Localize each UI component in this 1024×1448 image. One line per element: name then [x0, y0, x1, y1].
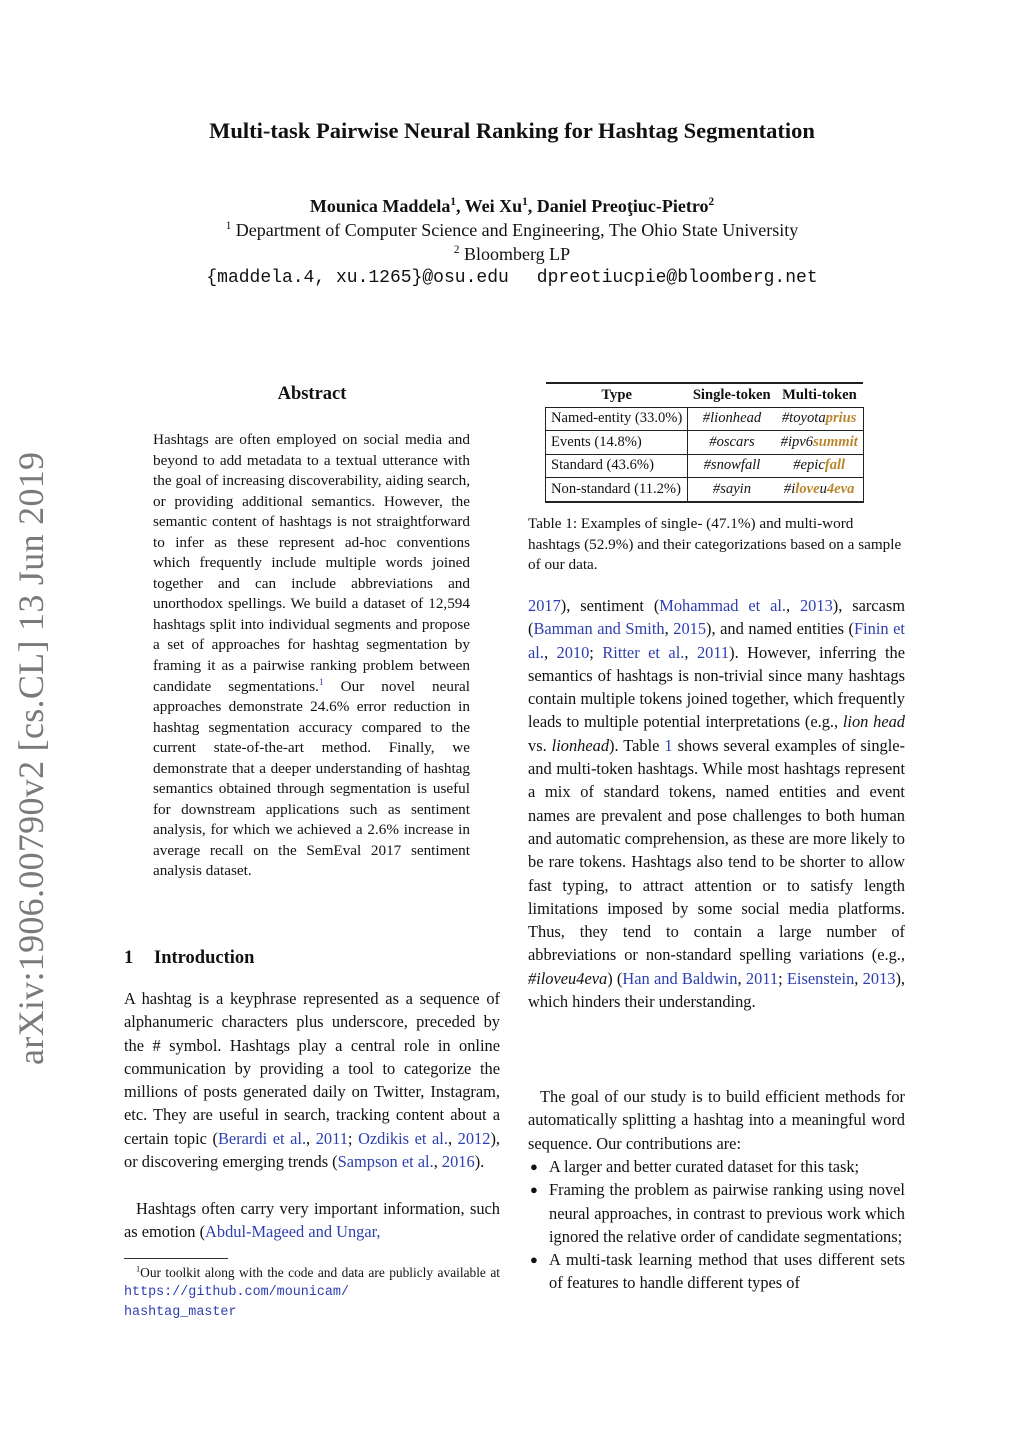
table-header: Type — [601, 386, 632, 403]
abstract-text-2: Our novel neural approaches demonstrate 24.6% error reduction in hashtag segmentation accuracy compared to the current state-of-the-art method. Finally, we demonstrate that a deeper understanding of hashtag semantics obtained through segmentation is useful for downstream applications such as sentiment analysis, for which we achieved a 2.6% increase in average recall on the SemEval 2017 sentiment analysis dataset. — [153, 677, 470, 880]
table-cell-multi — [776, 478, 864, 502]
affil-text: Department of Computer Science and Engineering, The Ohio State University — [235, 220, 799, 240]
text: ). Table — [609, 735, 665, 755]
citation-year-link[interactable]: 2011 — [745, 968, 779, 988]
citation-year-link[interactable]: 2013 — [862, 968, 896, 988]
table-caption: Table 1: Examples of single- (47.1%) and multi-word hashtags (52.9%) and their categorizations based on a sample of our data. — [528, 515, 902, 574]
token-highlight: love — [795, 480, 820, 497]
section-number: 1 — [124, 948, 134, 968]
table-cell-multi — [776, 454, 864, 478]
table-cell-single: #lionhead — [702, 410, 762, 427]
text: ), sentiment ( — [560, 596, 660, 615]
text: vs. — [528, 735, 552, 755]
citation-year-link[interactable]: 2012 — [457, 1128, 491, 1148]
author-name: Mounica Maddela — [309, 196, 451, 216]
list-item — [528, 1155, 905, 1178]
text: ), which hinders their understanding. — [528, 968, 906, 1012]
citation-year-link[interactable]: 2013 — [799, 596, 833, 615]
example-term: lionhead — [551, 735, 610, 755]
citation-year-link[interactable]: 2017 — [528, 596, 561, 615]
footnote — [124, 1264, 500, 1322]
citation-year-link[interactable]: 2011 — [696, 642, 730, 662]
abstract-body — [153, 430, 470, 882]
repo-url-link-continued[interactable]: hashtag_master — [124, 1305, 237, 1320]
citation-link[interactable]: Mohammad et al. — [659, 596, 786, 615]
intro-paragraph-4: The goal of our study is to build efficient methods for automatically splitting a hashtag into a meaningful word sequence. Our contributions are: — [528, 1087, 905, 1153]
table-cell-multi — [776, 431, 864, 455]
author-name: Wei Xu — [464, 196, 523, 216]
intro-paragraph-2 — [124, 1197, 500, 1244]
citation-year-link[interactable]: 2016 — [441, 1152, 475, 1172]
abstract-heading: Abstract — [277, 384, 347, 404]
token-plain: #epic — [793, 457, 825, 474]
hashtag-examples-table — [545, 382, 864, 503]
citation-link[interactable]: Abdul-Mageed and Ungar, — [205, 1222, 381, 1242]
author-list: Mounica Maddela$^1$, Wei Xu$^1$, Daniel Preoţiuc-Pietro$^2$ — [309, 196, 715, 216]
repo-url-link[interactable]: https://github.com/mounicam/ — [124, 1285, 349, 1300]
example-term: lion head — [842, 712, 905, 732]
email-osu: {maddela.4, xu.1265}@osu.edu — [206, 268, 509, 288]
table-ref-link[interactable]: 1 — [664, 735, 673, 755]
table-cell-type: Non-standard (11.2%) — [546, 478, 688, 502]
table-header: Multi-token — [782, 386, 857, 403]
text: ), sarcasm ( — [528, 596, 905, 639]
list-item-text: Framing the problem as pairwise ranking using novel neural approaches, in contrast to previous work which ignored the relative order of candidate segmentations; — [549, 1180, 905, 1246]
footnote-ref[interactable]: 1 — [318, 677, 324, 688]
arxiv-identifier: arXiv:1906.00790v2 [cs.CL] 13 Jun 2019 — [11, 451, 51, 1065]
affil-mark: 1 — [225, 220, 232, 232]
citation-link[interactable]: Han and Baldwin — [622, 968, 738, 988]
paper-title: Multi-task Pairwise Neural Ranking for Hashtag Segmentation — [209, 118, 815, 143]
token-highlight: fall — [824, 457, 846, 474]
citation-link[interactable]: Finin et al. — [528, 619, 905, 662]
author-affil-mark: 1 — [522, 196, 528, 208]
list-item — [528, 1248, 905, 1295]
token-highlight: prius — [825, 410, 857, 427]
text: ). — [474, 1152, 485, 1172]
token-plain: #i — [783, 480, 796, 497]
text: Hashtags often carry very important information, such as emotion ( — [124, 1199, 500, 1242]
bullet-icon: ● — [530, 1182, 538, 1198]
footnote-text: Our toolkit along with the code and data are publicly available at — [140, 1265, 500, 1280]
citation-link[interactable]: Ozdikis et al. — [358, 1128, 448, 1148]
section-title: Introduction — [154, 948, 255, 968]
bullet-icon: ● — [530, 1159, 538, 1174]
intro-paragraph-3: 2017), sentiment (Mohammad et al., 2013), sarcasm (Bamman and Smith, 2015), and named entities (Finin et al., 2010; Ritter et al., 2011). However, inferring the semantics of hashtags is non-trivial since many hashtags contain multiple tokens joined together, which frequently leads to multiple potential interpretations (e.g., lion head vs. lionhead). Table 1 shows several examples of single- and multi-token hashtags. While most hashtags represent a mix of standard tokens, named entities and event names are prevalent and pose challenges to both human and automatic comprehension, as these are more likely to be rare tokens. Hashtags also tend to be shorter to allow fast typing, to attract attention or to satisfy length limitations imposed by some social media platforms. Thus, they tend to contain a large number of abbreviations or non-standard spelling variations (e.g., #iloveu4eva) (Han and Baldwin, 2011; Eisenstein, 2013), which hinders their understanding. — [528, 596, 906, 1012]
affil-text: Bloomberg LP — [463, 244, 571, 264]
footnote-mark: 1 — [136, 1264, 141, 1274]
bullet-icon: ● — [530, 1252, 538, 1268]
table-row — [546, 407, 864, 431]
author-affil-mark: 1 — [450, 196, 456, 208]
token-plain: u — [819, 480, 827, 497]
token-highlight: summit — [813, 433, 858, 450]
email-line — [0, 268, 1024, 288]
token-highlight: 4eva — [826, 480, 855, 497]
section-heading-introduction — [124, 948, 254, 969]
citation-link[interactable]: Sampson et al. — [337, 1152, 434, 1172]
affiliation-1 — [0, 220, 1024, 241]
citation-link[interactable]: Ritter et al. — [602, 642, 685, 662]
citation-year-link[interactable]: 2015 — [673, 619, 707, 639]
author-affil-mark: 2 — [708, 196, 715, 208]
email-bloomberg: dpreotiucpie@bloomberg.net — [536, 268, 818, 288]
list-item-text: A larger and better curated dataset for this task; — [549, 1157, 860, 1176]
text: ). However, inferring the semantics of hashtags is non-trivial since many hashtags contain multiple tokens joined together, which frequently leads to multiple potential interpretations (e.g., — [528, 642, 906, 732]
text: ), and named entities ( — [706, 619, 854, 639]
table-row — [546, 454, 864, 478]
example-term: #iloveu4eva — [528, 968, 608, 988]
text: shows several examples of single- and multi-token hashtags. While most hashtags represent a mix of standard tokens, named entities and event names are prevalent and pose challenges to both human and automatic comprehension, as these are more likely to be rare tokens. Hashtags also tend to be shorter to allow fast typing, to attract attention or to satisfy length limitations imposed by some social media platforms. Thus, they tend to contain a large number of abbreviations or non-standard spelling variations (e.g., — [528, 735, 906, 965]
token-plain: #ipv6 — [780, 433, 814, 450]
text: A hashtag is a keyphrase represented as a sequence of alphanumeric characters plus underscore, preceded by the # symbol. Hashtags play a central role in online communication by providing a tool to categorize the millions of posts generated daily on Twitter, Instagram, etc. They are useful in search, tracking content about a certain topic ( — [124, 989, 500, 1148]
author-name: Daniel Preoţiuc-Pietro — [536, 196, 709, 216]
token-plain: #toyota — [781, 410, 826, 427]
citation-link[interactable]: Eisenstein — [786, 968, 855, 988]
contributions-list — [528, 1155, 905, 1295]
table-row — [546, 478, 864, 502]
list-item-text: A multi-task learning method that uses different sets of features to handle different types of — [549, 1250, 905, 1293]
table-cell-single: #sayin — [712, 480, 752, 497]
affiliation-2 — [0, 244, 1024, 265]
citation-link[interactable]: Berardi et al. — [217, 1128, 307, 1148]
table-cell-type: Named-entity (33.0%) — [546, 407, 688, 431]
citation-year-link[interactable]: 2011 — [315, 1128, 348, 1148]
table-cell-type: Standard (43.6%) — [546, 454, 688, 478]
text: ), or discovering emerging trends ( — [124, 1128, 500, 1172]
table-row — [546, 431, 864, 455]
list-item — [528, 1178, 905, 1248]
affil-mark: 2 — [453, 244, 460, 256]
table-cell-single: #oscars — [709, 433, 755, 450]
table-cell-single: #snowfall — [703, 457, 761, 474]
citation-year-link[interactable]: 2010 — [556, 642, 590, 662]
text: ) ( — [607, 968, 623, 988]
table-header-row — [546, 383, 864, 407]
footnote-rule — [124, 1258, 228, 1259]
table-header: Single-token — [692, 386, 771, 403]
abstract-text-1: Hashtags are often employed on social media and beyond to add metadata to a textual utterance with the goal of increasing discoverability, aiding search, or providing additional semantics. However, the semantic content of hashtags is not straightforward to infer as these represent ad-hoc conventions which frequently include multiple words joined together and can include abbreviations and unorthodox spellings. We build a dataset of 12,594 hashtags split into individual segments and propose a set of approaches for hashtag segmentation by framing it as a pairwise ranking problem between candidate segmentations. — [153, 431, 470, 695]
table-cell-multi — [776, 407, 864, 431]
table-cell-type: Events (14.8%) — [546, 431, 688, 455]
intro-paragraph-1: A hashtag is a keyphrase represented as a sequence of alphanumeric characters plus underscore, preceded by the # symbol. Hashtags play a central role in online communication by providing a tool to categorize the millions of posts generated daily on Twitter, Instagram, etc. They are useful in search, tracking content about a certain topic (Berardi et al., 2011; Ozdikis et al., 2012), or discovering emerging trends (Sampson et al., 2016). — [124, 989, 500, 1172]
citation-link[interactable]: Bamman and Smith — [533, 619, 665, 639]
